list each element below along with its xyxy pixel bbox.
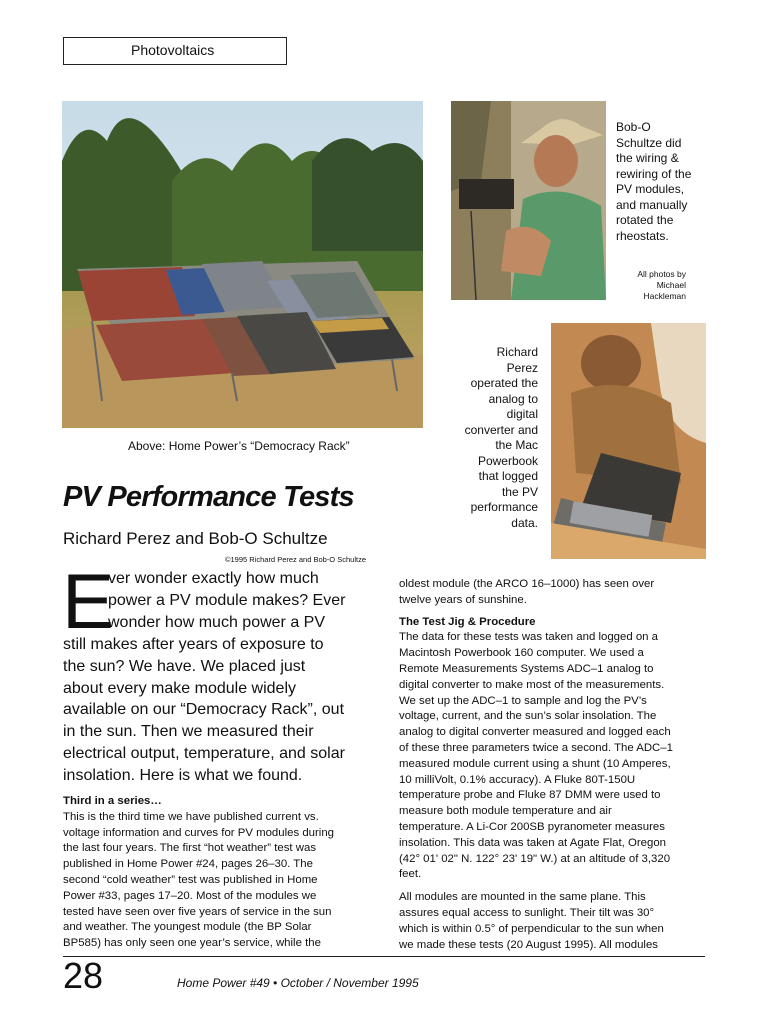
intro-line: still makes after years of exposure to (63, 635, 324, 653)
body-line: analog to digital converter measured and logged each (399, 726, 671, 739)
intro-line: ver wonder exactly how much (108, 570, 319, 587)
body-line: twelve years of sunshine. (399, 593, 527, 606)
intro-line: electrical output, temperature, and solar (63, 745, 345, 763)
series-heading: Third in a series… (63, 795, 162, 807)
body-line: and weather. The youngest module (the BP Solar (63, 921, 312, 934)
intro-line: insolation. Here is what we found. (63, 767, 303, 785)
body-line: digital converter to make most of the measurements. (399, 678, 665, 691)
credit-line: Michael (656, 280, 686, 290)
body-line: published in Home Power #24, pages 26–30. The (63, 858, 313, 871)
caption-line: the wiring & (616, 151, 679, 165)
photo-credit (612, 269, 686, 302)
body-line: Macintosh Powerbook 160 computer. We used a (399, 647, 644, 660)
intro-line: in the sun. Then we measured their (63, 723, 314, 741)
caption-line: digital (506, 407, 538, 421)
caption-line: that logged (478, 469, 538, 483)
right-column (399, 577, 705, 953)
bobo-schultze-photo (451, 101, 606, 300)
caption-line: rheostats. (616, 228, 669, 243)
body-line: we made these tests (20 August 1995). All modules (399, 938, 658, 951)
copyright-notice: ©1995 Richard Perez and Bob-O Schultze (224, 555, 366, 564)
body-line: the last four years. The first “hot weather” test was (63, 842, 317, 855)
article-authors: Richard Perez and Bob-O Schultze (63, 529, 328, 548)
intro-line: available on our “Democracy Rack”, out (63, 701, 345, 719)
body-line: oldest module (the ARCO 16–1000) has seen over (399, 578, 655, 590)
body-line: feet. (399, 868, 422, 881)
body-line: BP585) has only seen one year’s service, while the (63, 937, 321, 950)
issue-line: Home Power #49 • October / November 1995 (177, 976, 419, 990)
intro-line: power a PV module makes? Ever (108, 591, 346, 609)
body-line: measure both module temperature and air (399, 805, 612, 818)
caption-line: converter and (464, 422, 538, 437)
body-line: of these three parameters twice a second. The ADC–1 (399, 741, 673, 754)
body-line: tested have seen over five years of service in the sun (63, 905, 332, 918)
page-number: 28 (63, 955, 104, 996)
body-line: assures equal access to sunlight. Their tilt was 30° (399, 906, 655, 919)
caption-line: the PV (501, 484, 538, 499)
caption-line: operated the (470, 376, 538, 390)
caption-line: analog to (488, 391, 538, 406)
body-line: temperature probe and Fluke 87 DMM were used to (399, 789, 661, 802)
body-line: This is the third time we have published current vs. (63, 810, 319, 823)
caption-line: Schultze did (616, 135, 682, 150)
richard-perez-photo (551, 323, 706, 559)
caption-line: Bob-O (616, 120, 651, 134)
body-line: (42° 01' 02" N. 122° 23' 19" W.) at an altitude of 3,320 (399, 852, 671, 865)
body-line: The data for these tests was taken and logged on a (399, 631, 658, 644)
rack-photo-caption: Above: Home Power’s “Democracy Rack” (128, 439, 350, 453)
body-line: Remote Measurements Systems ADC–1 analog to (399, 662, 654, 675)
body-line: All modules are mounted in the same plane. This (399, 891, 646, 904)
caption-line: Powerbook (477, 453, 538, 468)
richard-photo-caption (440, 345, 538, 531)
body-line: voltage information and curves for PV modules during (63, 826, 334, 839)
intro-paragraph (63, 568, 345, 787)
caption-line: Perez (506, 360, 538, 375)
body-line: Power #33, pages 17–20. Most of the modules we (63, 889, 317, 902)
series-section (63, 794, 367, 952)
caption-line: PV modules, (616, 182, 685, 196)
body-line: measured module current using a shunt (10 Amperes, (399, 757, 671, 770)
body-line: voltage, current, and the sun’s solar insolation. The (399, 710, 657, 723)
intro-line: wonder how much power a PV (108, 613, 325, 631)
body-line: 10 milliVolt, 0.1% accuracy). A Fluke 80T-150U (399, 773, 636, 786)
bobo-photo-caption (616, 120, 708, 244)
testjig-heading: The Test Jig & Procedure (399, 615, 536, 628)
caption-line: the Mac (495, 438, 538, 452)
section-label: Photovoltaics (63, 37, 287, 65)
intro-line: the sun? We have. We placed just (63, 657, 306, 675)
caption-line: and manually (616, 197, 688, 212)
body-line: insolation. This data was taken at Agate Flat, Oregon (399, 836, 666, 849)
caption-line: performance (470, 500, 538, 514)
body-line: We set up the ADC–1 to sample and log the PV’s (399, 694, 647, 707)
caption-line: rotated the (616, 213, 674, 227)
democracy-rack-photo (62, 101, 423, 428)
intro-line: about every make module widely (63, 679, 297, 697)
drop-cap: E (62, 557, 115, 645)
footer-rule (63, 956, 705, 957)
caption-line: Richard (496, 345, 538, 359)
body-line: temperature. A Li-Cor 200SB pyranometer measures (399, 820, 665, 833)
caption-line: data. (511, 515, 538, 530)
body-line: second “cold weather” test was published in Home (63, 873, 318, 886)
credit-line: All photos by (637, 269, 686, 279)
credit-line: Hackleman (643, 291, 686, 301)
article-title: PV Performance Tests (63, 481, 354, 513)
body-line: which is within 0.5° of perpendicular to the sun when (399, 922, 664, 935)
caption-line: rewiring of the (616, 166, 692, 181)
